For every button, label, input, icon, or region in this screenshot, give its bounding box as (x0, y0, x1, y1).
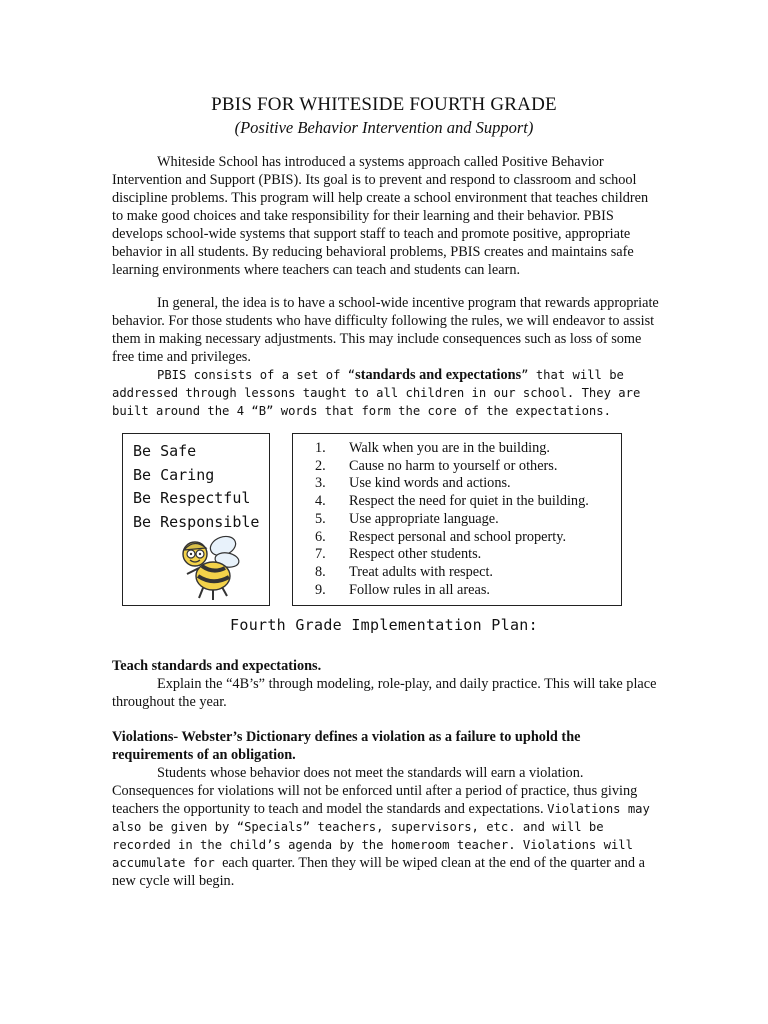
rule-number: 3. (315, 475, 326, 492)
rule-item (315, 511, 589, 529)
bee-illustration (175, 530, 245, 602)
p3-after: ” that will be addressed through lessons taught to all children in our school. They are built around the 4 “B” words that form the core of the expectations. (112, 368, 641, 418)
teach-heading: Teach standards and expectations. (112, 658, 322, 674)
page-subtitle: (Positive Behavior Intervention and Support) (234, 118, 534, 137)
rule-text: Use kind words and actions. (349, 475, 511, 492)
rule-text: Cause no harm to yourself or others. (349, 457, 558, 474)
rule-text: Treat adults with respect. (349, 563, 494, 580)
rules-list (315, 440, 589, 599)
p3-before: PBIS consists of a set of “ (157, 368, 356, 382)
standards-expectations-bold: standards and expectations (355, 367, 522, 383)
rule-number: 7. (315, 546, 326, 563)
rule-number: 6. (315, 528, 326, 545)
intro-paragraph-2 (112, 294, 660, 366)
four-b-box (122, 433, 270, 606)
rule-number: 2. (315, 457, 326, 474)
intro-paragraph-2-text: In general, the idea is to have a school-wide incentive program that rewards appropriate behavior. For those students who have difficulty following the rules, we will endeavor to assist them in making necessary adjustments. This may include consequences such as loss of some free time and privileges. (112, 295, 659, 365)
rule-item (315, 546, 589, 564)
rule-number: 4. (315, 493, 326, 510)
rule-item (315, 458, 589, 476)
intro-paragraph-1-text: Whiteside School has introduced a systems approach called Positive Behavior Intervention and Support (PBIS). Its goal is to prevent and respond to classroom and school discipline problems. This program will help create a school environment that teaches children to make good choices and take responsibility for their learning and their behavior. PBIS develops school-wide systems that support staff to teach and promote positive, appropriate behavior in all students. By reducing behavioral problems, PBIS creates and maintains safe learning environments where teachers can teach and students can learn. (112, 154, 649, 278)
teach-paragraph (112, 675, 660, 711)
rule-number: 1. (315, 440, 326, 456)
rule-item (315, 475, 589, 493)
violations-text-c: each quarter. Then they will be wiped clean at the end of the quarter and a new cycle will begin. (112, 855, 645, 889)
rules-box (292, 433, 622, 606)
implementation-plan-title: Fourth Grade Implementation Plan: (230, 616, 538, 634)
four-b-list (133, 440, 259, 534)
rule-number: 9. (315, 581, 326, 598)
rule-item (315, 529, 589, 547)
four-b-item: Be Safe (133, 442, 197, 460)
rule-text: Walk when you are in the building. (349, 440, 550, 456)
rule-text: Respect the need for quiet in the building. (349, 493, 589, 510)
rule-item (315, 564, 589, 582)
rule-text: Follow rules in all areas. (349, 581, 490, 598)
violations-text-b: Violations may also be given by “Specials” teachers, supervisors, etc. and will be recorded in the child’s agenda by the homeroom teacher. Violations will accumulate for (112, 802, 650, 870)
teach-text: Explain the “4B’s” through modeling, role-play, and daily practice. This will take place throughout the year. (112, 676, 657, 710)
page-title: PBIS FOR WHITESIDE FOURTH GRADE (211, 94, 557, 115)
rule-item (315, 582, 589, 600)
rule-text: Use appropriate language. (349, 510, 499, 527)
rule-number: 8. (315, 563, 326, 580)
intro-paragraph-3 (112, 366, 660, 420)
violations-paragraph (112, 764, 660, 890)
rule-text: Respect other students. (349, 546, 482, 563)
rule-text: Respect personal and school property. (349, 528, 567, 545)
rule-item (315, 440, 589, 458)
four-b-item: Be Respectful (133, 489, 251, 507)
rule-item (315, 493, 589, 511)
rule-number: 5. (315, 510, 326, 527)
violations-heading: Violations- Webster’s Dictionary defines a violation as a failure to uphold the requirements of an obligation. (112, 729, 581, 763)
four-b-item: Be Responsible (133, 512, 260, 531)
violations-text-a: Students whose behavior does not meet the standards will earn a violation. Consequences for violations will not be enforced until after a period of practice, thus giving teachers the opportunity to teach and model the standards and expectations. (112, 765, 638, 817)
intro-paragraph-1 (112, 153, 660, 279)
four-b-item: Be Caring (133, 465, 215, 484)
